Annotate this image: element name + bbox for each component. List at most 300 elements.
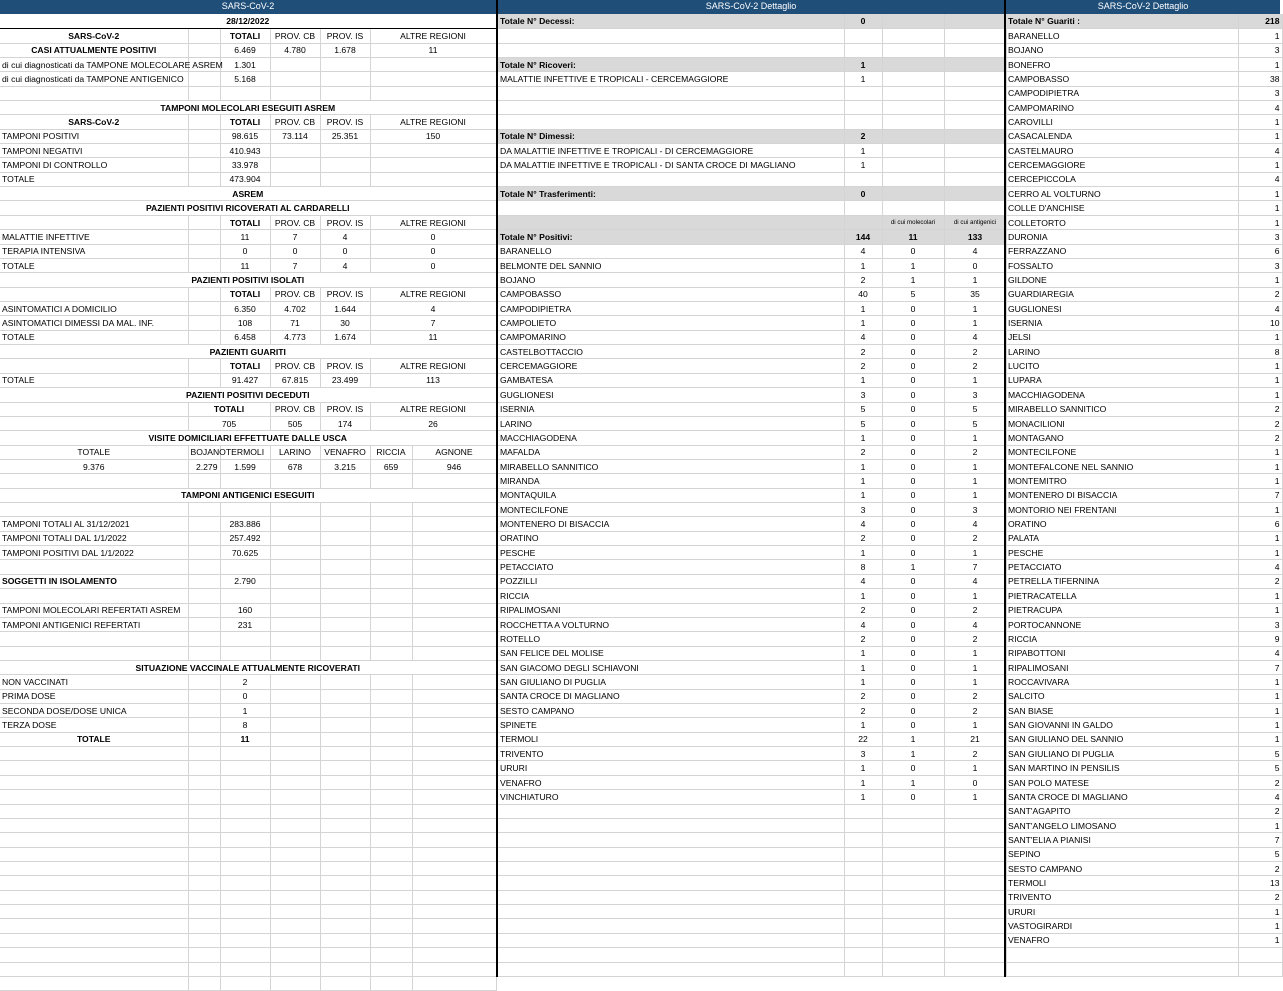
table-row: [1006, 933, 1282, 947]
table-cell: [188, 646, 220, 660]
table-cell: 0: [882, 431, 944, 445]
table-cell: PROV. CB: [270, 287, 320, 301]
table-row: [0, 847, 496, 861]
table-cell: NON VACCINATI: [0, 675, 188, 689]
table-cell: [220, 474, 270, 488]
table-row: [0, 603, 496, 617]
date-row: [0, 14, 496, 28]
table-cell: 1: [1238, 919, 1282, 933]
table-cell: MACCHIAGODENA: [498, 431, 844, 445]
table-row: [0, 345, 496, 359]
table-cell: [320, 603, 370, 617]
table-cell: [188, 86, 220, 100]
table-cell: GAMBATESA: [498, 373, 844, 387]
table-row: [498, 258, 1006, 272]
table-cell: DA MALATTIE INFETTIVE E TROPICALI - DI CERCEMAGGIORE: [498, 144, 844, 158]
table-cell: 5: [1238, 847, 1282, 861]
table-row: [498, 488, 1006, 502]
table-cell: 1: [844, 72, 882, 86]
table-cell: CAMPODIPIETRA: [498, 301, 844, 315]
table-cell: [498, 847, 844, 861]
table-cell: 2: [844, 689, 882, 703]
table-cell: [944, 115, 1006, 129]
table-cell: [188, 574, 220, 588]
table-cell: [270, 704, 320, 718]
table-row: [498, 818, 1006, 832]
table-cell: BOJANO: [188, 445, 220, 459]
table-cell: [412, 962, 496, 976]
table-cell: 1: [944, 474, 1006, 488]
table-cell: 1: [844, 158, 882, 172]
detail-panel: [496, 0, 1004, 977]
table-cell: [944, 948, 1006, 962]
table-cell: [944, 905, 1006, 919]
table-cell: 1.644: [320, 301, 370, 315]
table-row: [0, 402, 496, 416]
table-cell: 1: [1238, 187, 1282, 201]
section-title: PAZIENTI GUARITI: [0, 345, 496, 359]
table-cell: 0: [882, 416, 944, 430]
table-cell: COLLETORTO: [1006, 215, 1238, 229]
table-row: [1006, 158, 1282, 172]
table-cell: [188, 72, 220, 86]
table-row: [1006, 775, 1282, 789]
table-cell: [844, 933, 882, 947]
table-row: [498, 359, 1006, 373]
table-cell: CAMPODIPIETRA: [1006, 86, 1238, 100]
table-cell: [370, 818, 412, 832]
table-row: [0, 244, 496, 258]
table-cell: [188, 373, 220, 387]
table-cell: [320, 531, 370, 545]
table-cell: [412, 847, 496, 861]
table-cell: FOSSALTO: [1006, 258, 1238, 272]
table-cell: 0: [882, 790, 944, 804]
total-recovered-value: 218: [1238, 14, 1282, 28]
table-cell: [370, 732, 412, 746]
table-cell: RIPABOTTONI: [1006, 646, 1238, 660]
table-cell: 4: [320, 230, 370, 244]
table-cell: 73.114: [270, 129, 320, 143]
table-row: [498, 100, 1006, 114]
table-cell: 0: [220, 244, 270, 258]
table-cell: TAMPONI TOTALI DAL 1/1/2022: [0, 531, 188, 545]
table-cell: [188, 546, 220, 560]
table-cell: [188, 747, 220, 761]
table-cell: [0, 948, 188, 962]
table-cell: 1: [1238, 330, 1282, 344]
table-cell: [320, 589, 370, 603]
table-cell: CASACALENDA: [1006, 129, 1238, 143]
table-cell: 1: [1238, 201, 1282, 215]
table-cell: PETACCIATO: [498, 560, 844, 574]
table-cell: 4: [1238, 790, 1282, 804]
table-row: [1006, 517, 1282, 531]
table-row: [498, 244, 1006, 258]
table-cell: [944, 804, 1006, 818]
table-cell: 1: [844, 589, 882, 603]
table-cell: [944, 72, 1006, 86]
table-row: [1006, 804, 1282, 818]
table-cell: [0, 876, 188, 890]
table-cell: [0, 747, 188, 761]
table-cell: 4: [1238, 301, 1282, 315]
table-cell: [0, 646, 188, 660]
table-cell: PIETRACATELLA: [1006, 589, 1238, 603]
table-row: [0, 876, 496, 890]
table-cell: [498, 86, 844, 100]
table-cell: [270, 689, 320, 703]
table-cell: [188, 589, 220, 603]
table-cell: 1: [1238, 57, 1282, 71]
table-cell: 0: [882, 517, 944, 531]
table-cell: [498, 29, 844, 43]
table-cell: 5: [1238, 747, 1282, 761]
table-cell: [320, 574, 370, 588]
table-cell: 1: [944, 373, 1006, 387]
total-transfers-value: 0: [844, 187, 882, 201]
table-row: [1006, 201, 1282, 215]
table-cell: [944, 962, 1006, 976]
table-cell: JELSI: [1006, 330, 1238, 344]
table-cell: 4.773: [270, 330, 320, 344]
table-row: [1006, 244, 1282, 258]
table-row: [0, 517, 496, 531]
table-cell: TERMOLI: [1006, 876, 1238, 890]
table-cell: CERRO AL VOLTURNO: [1006, 187, 1238, 201]
table-cell: [370, 646, 412, 660]
table-cell: [412, 905, 496, 919]
table-cell: [370, 589, 412, 603]
table-cell: 1: [1238, 359, 1282, 373]
table-row: [0, 373, 496, 387]
table-cell: [882, 818, 944, 832]
table-cell: SAN MARTINO IN PENSILIS: [1006, 761, 1238, 775]
table-cell: [188, 244, 220, 258]
table-row: [1006, 330, 1282, 344]
table-row: [0, 962, 496, 976]
table-cell: TOTALE: [0, 172, 188, 186]
table-row: [498, 29, 1006, 43]
table-cell: CASI ATTUALMENTE POSITIVI: [0, 43, 188, 57]
table-cell: [320, 689, 370, 703]
table-cell: [844, 86, 882, 100]
table-cell: [188, 230, 220, 244]
table-cell: [412, 804, 496, 818]
table-cell: 4: [944, 574, 1006, 588]
table-cell: [882, 100, 944, 114]
table-row: [1006, 172, 1282, 186]
table-cell: TAMPONI POSITIVI DAL 1/1/2022: [0, 546, 188, 560]
table-cell: CAMPOMARINO: [1006, 100, 1238, 114]
table-cell: 0: [882, 531, 944, 545]
table-row: [1006, 962, 1282, 976]
table-row: [0, 976, 496, 990]
table-cell: 283.886: [220, 517, 270, 531]
table-cell: PROV. IS: [320, 215, 370, 229]
table-cell: 2: [844, 359, 882, 373]
table-cell: [412, 589, 496, 603]
table-cell: [270, 589, 320, 603]
table-cell: PESCHE: [498, 546, 844, 560]
table-cell: [412, 775, 496, 789]
table-cell: MAFALDA: [498, 445, 844, 459]
table-cell: [0, 890, 188, 904]
table-cell: [412, 503, 496, 517]
table-cell: [882, 890, 944, 904]
table-cell: [944, 43, 1006, 57]
table-cell: 1: [844, 373, 882, 387]
table-cell: [188, 933, 220, 947]
table-cell: [412, 862, 496, 876]
table-cell: [320, 818, 370, 832]
table-cell: 1: [844, 761, 882, 775]
table-cell: [188, 144, 220, 158]
column-header: di cui molecolari: [882, 215, 944, 229]
table-cell: [0, 215, 188, 229]
table-row: [498, 345, 1006, 359]
table-cell: [370, 72, 496, 86]
table-cell: 1: [844, 459, 882, 473]
table-row: [1006, 589, 1282, 603]
table-cell: 1: [1238, 215, 1282, 229]
table-cell: [0, 416, 188, 430]
table-row: [1006, 574, 1282, 588]
table-cell: 946: [412, 459, 496, 473]
table-cell: [412, 761, 496, 775]
table-row: [0, 129, 496, 143]
table-cell: 23.499: [320, 373, 370, 387]
table-row: [498, 761, 1006, 775]
table-cell: SAN GIACOMO DEGLI SCHIAVONI: [498, 660, 844, 674]
table-row: [0, 646, 496, 660]
table-cell: POZZILLI: [498, 574, 844, 588]
table-cell: 2: [944, 747, 1006, 761]
table-cell: [882, 29, 944, 43]
table-cell: [270, 962, 320, 976]
table-cell: 1: [1238, 589, 1282, 603]
table-cell: [370, 675, 412, 689]
table-cell: [882, 14, 944, 28]
table-cell: [412, 919, 496, 933]
report-date: 28/12/2022: [0, 14, 496, 28]
table-cell: 1.599: [220, 459, 270, 473]
table-cell: BARANELLO: [498, 244, 844, 258]
table-cell: ALTRE REGIONI: [370, 359, 496, 373]
table-row: [498, 660, 1006, 674]
table-cell: [944, 862, 1006, 876]
table-cell: [844, 804, 882, 818]
table-cell: 7: [944, 560, 1006, 574]
table-cell: SESTO CAMPANO: [498, 704, 844, 718]
table-row: [1006, 905, 1282, 919]
table-cell: [270, 747, 320, 761]
table-cell: [882, 115, 944, 129]
table-row: [0, 503, 496, 517]
table-row: [1006, 790, 1282, 804]
table-cell: [270, 574, 320, 588]
table-row: [0, 301, 496, 315]
table-row: [0, 43, 496, 57]
table-cell: ASINTOMATICI DIMESSI DA MAL. INF.: [0, 316, 188, 330]
table-row: [0, 388, 496, 402]
table-cell: [270, 790, 320, 804]
column-header: PROV. CB: [270, 29, 320, 43]
table-cell: [220, 646, 270, 660]
column-header: TOTALI: [220, 29, 270, 43]
table-cell: [412, 818, 496, 832]
table-row: [0, 287, 496, 301]
table-cell: 4: [944, 244, 1006, 258]
table-cell: [188, 948, 220, 962]
table-cell: [0, 804, 188, 818]
table-cell: 11: [220, 258, 270, 272]
table-row: [498, 617, 1006, 631]
table-cell: 0: [882, 675, 944, 689]
table-row: [1006, 43, 1282, 57]
table-cell: TOTALE: [0, 732, 188, 746]
table-row: [0, 732, 496, 746]
table-cell: [270, 761, 320, 775]
table-cell: MIRABELLO SANNITICO: [1006, 402, 1238, 416]
table-row: [0, 948, 496, 962]
table-row: [1006, 531, 1282, 545]
table-cell: [0, 962, 188, 976]
table-row: [1006, 488, 1282, 502]
table-row: [0, 689, 496, 703]
table-cell: [320, 517, 370, 531]
table-cell: [220, 632, 270, 646]
table-cell: 705: [188, 416, 270, 430]
table-cell: [320, 790, 370, 804]
table-row: [0, 431, 496, 445]
table-cell: 3: [844, 503, 882, 517]
table-cell: [882, 158, 944, 172]
table-cell: [270, 531, 320, 545]
table-cell: [0, 905, 188, 919]
table-cell: [220, 761, 270, 775]
column-header: SARS-CoV-2: [0, 29, 188, 43]
table-cell: [320, 833, 370, 847]
table-cell: [412, 976, 496, 990]
table-cell: [370, 704, 412, 718]
table-cell: 0: [882, 603, 944, 617]
table-cell: [320, 948, 370, 962]
table-cell: 1: [882, 775, 944, 789]
table-row: [1006, 72, 1282, 86]
table-cell: ASINTOMATICI A DOMICILIO: [0, 301, 188, 315]
table-cell: [370, 144, 496, 158]
table-cell: 0: [882, 359, 944, 373]
table-cell: 6.469: [220, 43, 270, 57]
table-cell: [944, 833, 1006, 847]
table-row: [0, 761, 496, 775]
table-cell: [0, 632, 188, 646]
table-cell: CASTELMAURO: [1006, 144, 1238, 158]
table-row: [498, 115, 1006, 129]
table-cell: ALTRE REGIONI: [370, 115, 496, 129]
table-cell: 0: [370, 230, 496, 244]
table-cell: 2: [844, 345, 882, 359]
table-cell: [188, 962, 220, 976]
table-cell: PROV. IS: [320, 287, 370, 301]
table-cell: 11: [220, 230, 270, 244]
table-cell: [412, 732, 496, 746]
table-row: [1006, 617, 1282, 631]
table-cell: SAN GIULIANO DEL SANNIO: [1006, 732, 1238, 746]
table-cell: 7: [370, 316, 496, 330]
table-cell: [320, 144, 370, 158]
table-cell: [320, 675, 370, 689]
table-cell: [188, 790, 220, 804]
table-cell: 5: [882, 287, 944, 301]
table-cell: GUARDIAREGIA: [1006, 287, 1238, 301]
table-row: [0, 818, 496, 832]
table-row: [0, 775, 496, 789]
table-cell: [188, 316, 220, 330]
table-cell: [0, 790, 188, 804]
table-cell: [0, 287, 188, 301]
table-row: [0, 632, 496, 646]
table-cell: [944, 847, 1006, 861]
table-cell: 0: [882, 761, 944, 775]
table-cell: [270, 617, 320, 631]
table-cell: [320, 761, 370, 775]
table-cell: 1: [844, 646, 882, 660]
table-cell: [498, 201, 844, 215]
table-cell: [188, 632, 220, 646]
table-cell: 1: [844, 718, 882, 732]
table-cell: [944, 14, 1006, 28]
total-positive-label: Totale N° Positivi:: [498, 230, 844, 244]
table-cell: 10: [1238, 316, 1282, 330]
table-cell: [320, 905, 370, 919]
table-cell: LARINO: [1006, 345, 1238, 359]
table-cell: BARANELLO: [1006, 29, 1238, 43]
table-cell: 1: [1238, 718, 1282, 732]
table-cell: RICCIA: [1006, 632, 1238, 646]
table-cell: 4: [844, 330, 882, 344]
table-cell: TOTALI: [188, 402, 270, 416]
table-cell: [270, 675, 320, 689]
table-cell: 0: [882, 459, 944, 473]
table-row: [1006, 704, 1282, 718]
table-cell: [370, 632, 412, 646]
column-header: PROV. IS: [320, 29, 370, 43]
table-cell: 2: [944, 445, 1006, 459]
table-cell: [220, 905, 270, 919]
table-cell: [370, 574, 412, 588]
table-cell: PALATA: [1006, 531, 1238, 545]
table-cell: [188, 675, 220, 689]
table-cell: 5: [944, 402, 1006, 416]
table-row: [498, 704, 1006, 718]
table-row: [0, 72, 496, 86]
table-cell: 1: [844, 675, 882, 689]
total-hospitalized-label: Totale N° Ricoveri:: [498, 57, 844, 71]
table-cell: 1: [882, 747, 944, 761]
table-cell: [0, 589, 188, 603]
table-cell: 8: [1238, 345, 1282, 359]
column-header: di cui antigenici: [944, 215, 1006, 229]
table-cell: 108: [220, 316, 270, 330]
table-row: [0, 144, 496, 158]
table-cell: 0: [882, 402, 944, 416]
table-cell: 2: [944, 345, 1006, 359]
table-cell: [188, 804, 220, 818]
table-cell: TOTALI: [220, 287, 270, 301]
table-row: [1006, 632, 1282, 646]
